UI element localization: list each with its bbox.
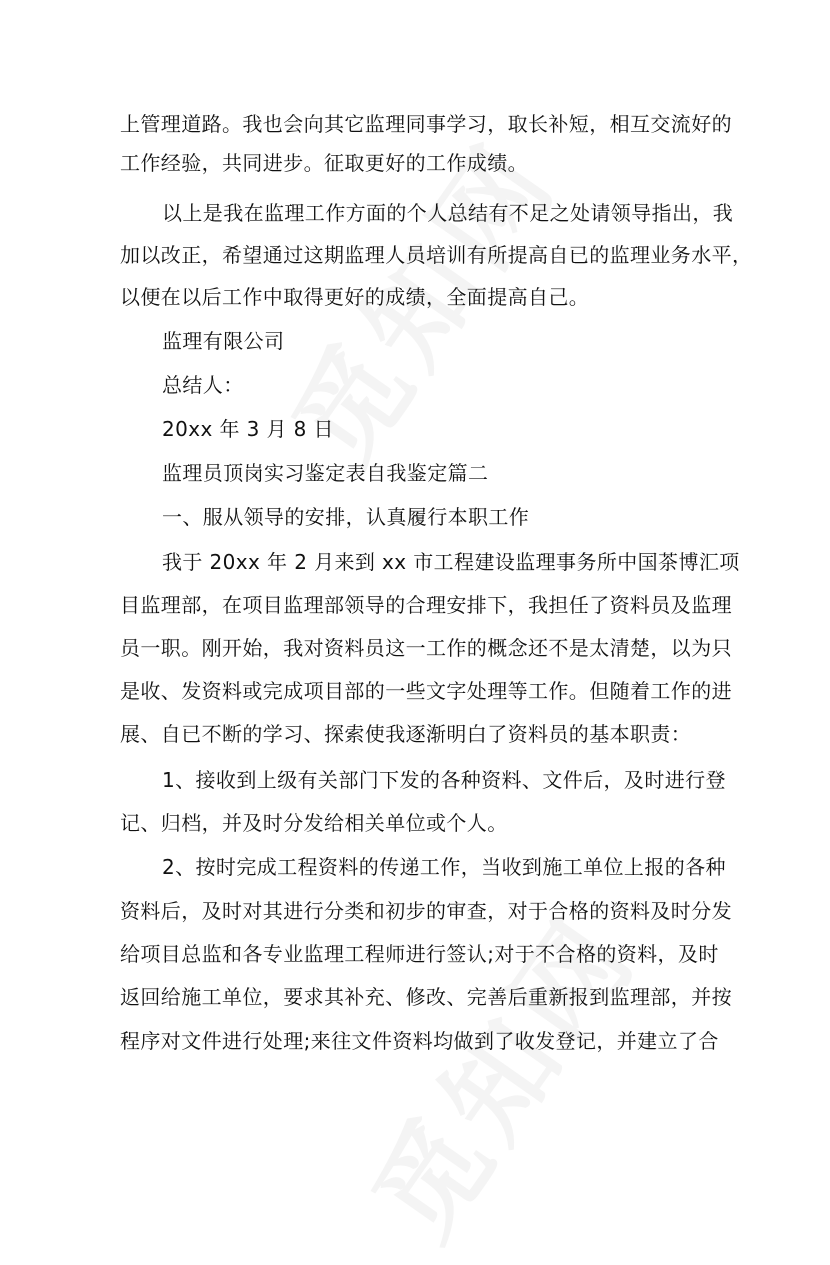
document-date: 20xx 年 3 月 8 日	[162, 417, 334, 441]
watermark	[330, 879, 666, 1265]
paragraph-line: 加以改正，希望通过这期监理人员培训有所提高自已的监理业务水平，	[120, 243, 753, 267]
paragraph-line: 员一职。刚开始，我对资料员这一工作的概念还不是太清楚，以为只	[120, 636, 732, 660]
paragraph-line: 以上是我在监理工作方面的个人总结有不足之处请领导指出，我	[162, 201, 734, 225]
paragraph-line: 是收、发资料或完成项目部的一些文字处理等工作。但随着工作的进	[120, 679, 732, 703]
paragraph-line: 上管理道路。我也会向其它监理同事学习，取长补短，相互交流好的	[120, 112, 732, 136]
paragraph-line: 工作经验，共同进步。征取更好的工作成绩。	[120, 151, 528, 175]
company-name: 监理有限公司	[162, 329, 285, 353]
paragraph-line: 我于 20xx 年 2 月来到 xx 市工程建设监理事务所中国茶博汇项	[162, 550, 740, 574]
paragraph-line: 以便在以后工作中取得更好的成绩，全面提高自己。	[120, 285, 590, 309]
paragraph-line: 展、自已不断的学习、探索使我逐渐明白了资料员的基本职责：	[120, 722, 692, 746]
list-item: 1、接收到上级有关部门下发的各种资料、文件后，及时进行登	[162, 768, 726, 792]
paragraph-line: 目监理部，在项目监理部领导的合理安排下，我担任了资料员及监理	[120, 593, 732, 617]
list-item: 2、按时完成工程资料的传递工作，当收到施工单位上报的各种	[162, 855, 726, 879]
list-item: 返回给施工单位，要求其补充、修改、完善后重新报到监理部，并按	[120, 985, 732, 1009]
summarizer-label: 总结人：	[162, 373, 244, 397]
list-item: 给项目总监和各专业监理工程师进行签认;对于不合格的资料，及时	[120, 942, 719, 966]
list-item: 程序对文件进行处理;来往文件资料均做到了收发登记，并建立了合	[120, 1029, 719, 1053]
list-item: 记、归档，并及时分发给相关单位或个人。	[120, 811, 508, 835]
subsection-heading: 一、服从领导的安排，认真履行本职工作	[162, 505, 530, 529]
section-title: 监理员顶岗实习鉴定表自我鉴定篇二	[162, 461, 489, 485]
list-item: 资料后，及时对其进行分类和初步的审查，对于合格的资料及时分发	[120, 899, 732, 923]
